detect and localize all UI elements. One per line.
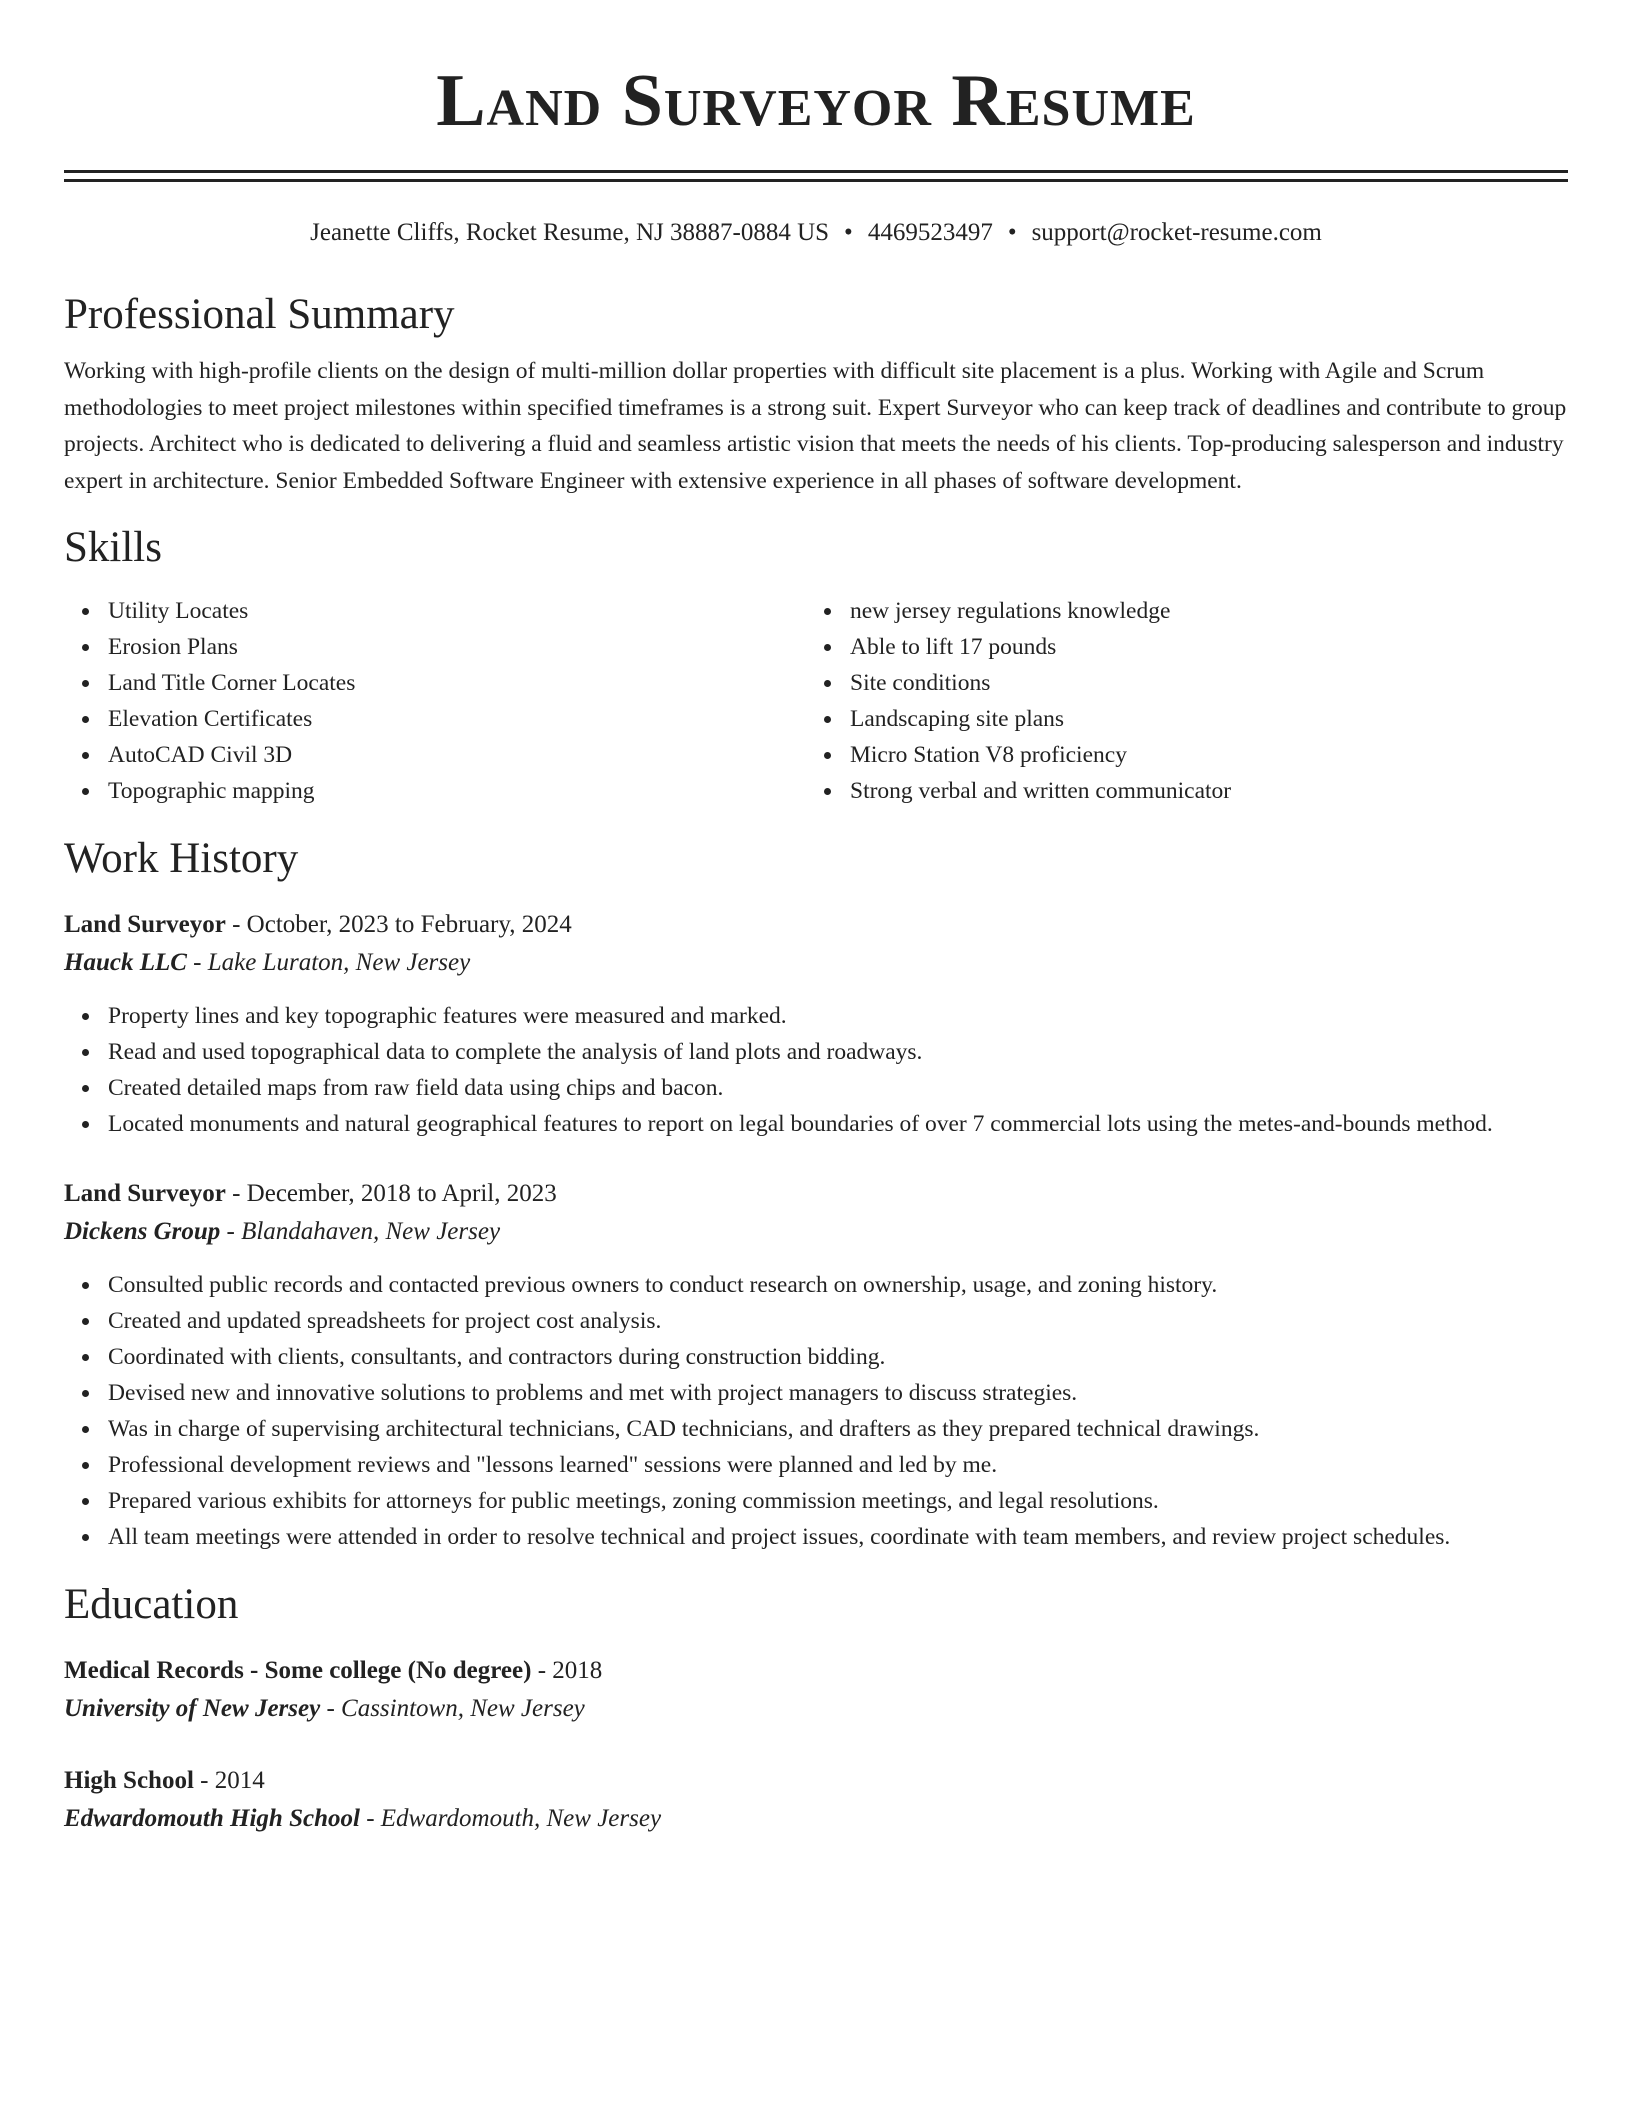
- skills-column-right: [806, 593, 1548, 809]
- job-entry: [64, 906, 1568, 1142]
- skill-item: Topographic mapping: [64, 773, 806, 809]
- education-school: Edwardomouth High School: [64, 1805, 360, 1832]
- job-location: - Blandahaven, New Jersey: [220, 1218, 501, 1245]
- education-year: - 2018: [531, 1657, 603, 1684]
- summary-text: Working with high-profile clients on the design of multi-million dollar properties with difficult site placement is a plus. Working with Agile and Scrum methodologies to meet project milestones within specified timeframes is a strong suit. Expert Surveyor who can keep track of deadlines and contribute to group projects. Architect who is dedicated to delivering a fluid and seamless artistic vision that meets the needs of his clients. Top-producing salesperson and industry expert in architecture. Senior Embedded Software Engineer with extensive experience in all phases of software development.: [64, 358, 1567, 494]
- job-employer-line: [64, 1213, 1568, 1251]
- job-duty: All team meetings were attended in order to resolve technical and project issues, coordinate with team members, and review project schedules.: [64, 1519, 1568, 1555]
- job-entry: [64, 1175, 1568, 1555]
- education-school-line: [64, 1800, 1568, 1838]
- job-duty: Consulted public records and contacted previous owners to conduct research on ownership, usage, and zoning history.: [64, 1267, 1568, 1303]
- job-duty: Created and updated spreadsheets for project cost analysis.: [64, 1303, 1568, 1339]
- job-company: Dickens Group: [64, 1218, 221, 1245]
- resume-title: Land Surveyor Resume: [436, 60, 1196, 142]
- education-degree: Medical Records - Some college (No degree): [64, 1657, 532, 1684]
- work-history-heading: Work History: [64, 835, 299, 882]
- skills-list: [64, 593, 1568, 809]
- education-degree: High School: [64, 1767, 194, 1794]
- education-year: - 2014: [193, 1767, 265, 1794]
- education-degree-line: [64, 1762, 1568, 1800]
- contact-email: support@rocket-resume.com: [1031, 219, 1322, 246]
- contact-address: Jeanette Cliffs, Rocket Resume, NJ 38887-0884 US: [310, 219, 830, 246]
- education-degree-line: [64, 1652, 1568, 1690]
- skill-item: Able to lift 17 pounds: [806, 629, 1548, 665]
- title-divider-bottom: [64, 179, 1568, 182]
- job-company: Hauck LLC: [64, 949, 187, 976]
- contact-line: [64, 217, 1568, 249]
- contact-separator: •: [1007, 219, 1017, 246]
- job-dates: - December, 2018 to April, 2023: [225, 1180, 557, 1207]
- job-duty: Located monuments and natural geographical features to report on legal boundaries of over 7 commercial lots using the metes-and-bounds method.: [64, 1106, 1568, 1142]
- education-entry: [64, 1652, 1568, 1728]
- skill-item: Landscaping site plans: [806, 701, 1548, 737]
- job-duty: Property lines and key topographic features were measured and marked.: [64, 998, 1568, 1034]
- skill-item: Elevation Certificates: [64, 701, 806, 737]
- education-school: University of New Jersey: [64, 1695, 321, 1722]
- skill-item: Erosion Plans: [64, 629, 806, 665]
- skill-item: Micro Station V8 proficiency: [806, 737, 1548, 773]
- education-heading: Education: [64, 1581, 239, 1628]
- job-duty: Coordinated with clients, consultants, and contractors during construction bidding.: [64, 1339, 1568, 1375]
- contact-phone: 4469523497: [867, 219, 993, 246]
- skill-item: AutoCAD Civil 3D: [64, 737, 806, 773]
- job-duties-list: [64, 998, 1568, 1142]
- job-duties-list: [64, 1267, 1568, 1555]
- skill-item: Strong verbal and written communicator: [806, 773, 1548, 809]
- contact-separator: •: [844, 219, 853, 246]
- job-duty: Devised new and innovative solutions to problems and met with project managers to discuss strategies.: [64, 1375, 1568, 1411]
- job-duty: Was in charge of supervising architectural technicians, CAD technicians, and drafters as they prepared technical drawings.: [64, 1411, 1568, 1447]
- job-duty: Prepared various exhibits for attorneys for public meetings, zoning commission meetings, and legal resolutions.: [64, 1483, 1568, 1519]
- education-location: - Cassintown, New Jersey: [320, 1695, 585, 1722]
- job-title-line: [64, 906, 1568, 944]
- job-dates: - October, 2023 to February, 2024: [225, 911, 572, 938]
- job-duty: Created detailed maps from raw field data using chips and bacon.: [64, 1070, 1568, 1106]
- job-duty: Professional development reviews and "lessons learned" sessions were planned and led by me.: [64, 1447, 1568, 1483]
- job-employer-line: [64, 944, 1568, 982]
- job-title: Land Surveyor: [64, 1180, 226, 1207]
- skill-item: Site conditions: [806, 665, 1548, 701]
- job-title: Land Surveyor: [64, 911, 226, 938]
- job-location: - Lake Luraton, New Jersey: [186, 949, 471, 976]
- title-divider-top: [64, 170, 1568, 173]
- skill-item: new jersey regulations knowledge: [806, 593, 1548, 629]
- summary-heading: Professional Summary: [64, 291, 455, 338]
- education-school-line: [64, 1690, 1568, 1728]
- education-entry: [64, 1762, 1568, 1838]
- skills-column-left: [64, 593, 806, 809]
- skills-heading: Skills: [64, 524, 162, 571]
- job-title-line: [64, 1175, 1568, 1213]
- skill-item: Land Title Corner Locates: [64, 665, 806, 701]
- skill-item: Utility Locates: [64, 593, 806, 629]
- education-location: - Edwardomouth, New Jersey: [359, 1805, 662, 1832]
- job-duty: Read and used topographical data to complete the analysis of land plots and roadways.: [64, 1034, 1568, 1070]
